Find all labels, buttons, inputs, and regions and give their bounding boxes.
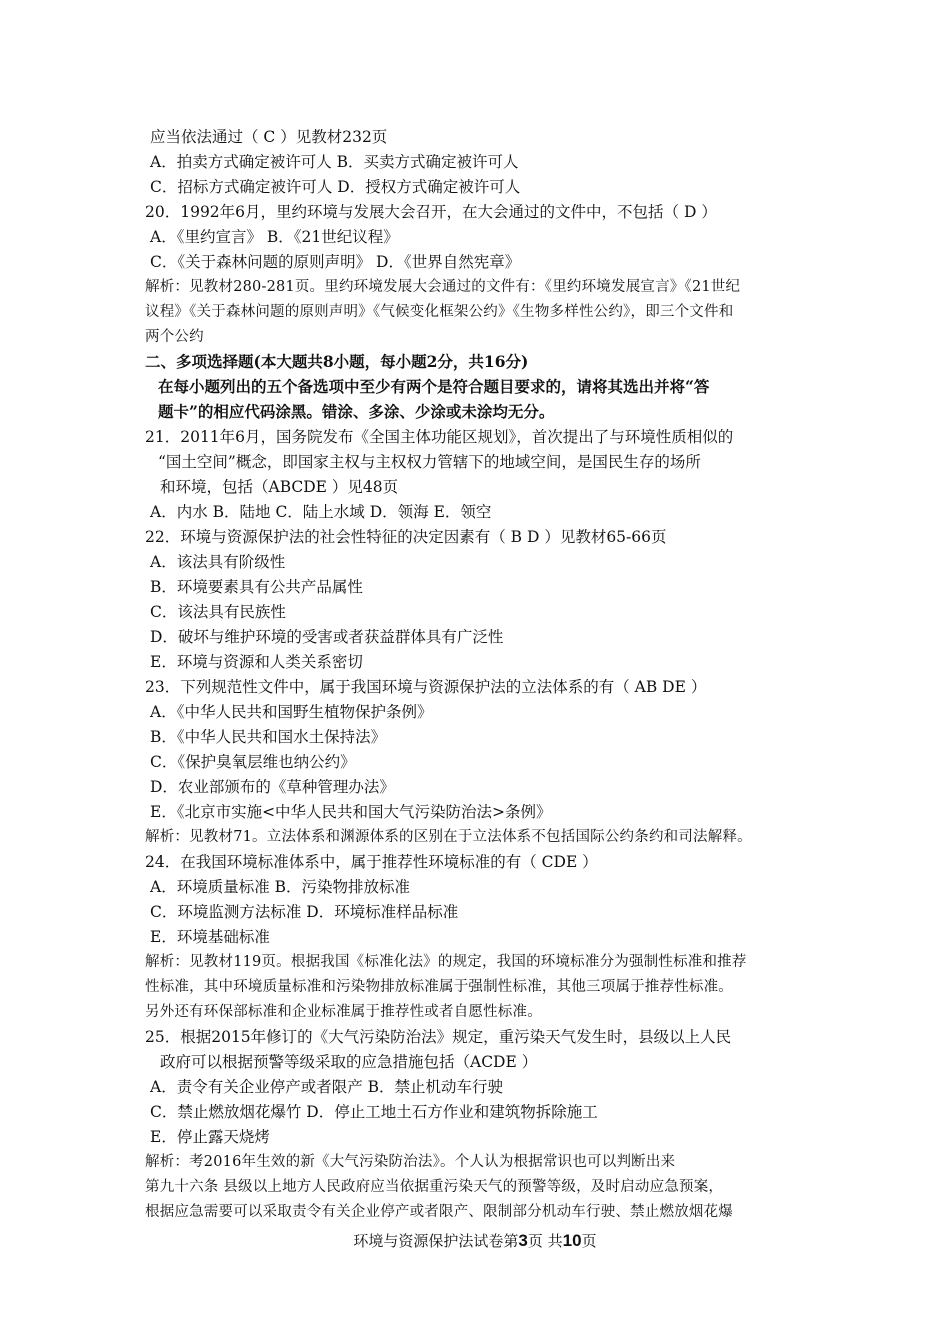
footer-total-pages: 10	[562, 1231, 582, 1250]
text-line: 题卡”的相应代码涂黑。错涂、多涂、少涂或未涂均无分。	[158, 402, 555, 421]
text-line: A．拍卖方式确定被许可人 B．买卖方式确定被许可人	[150, 153, 519, 171]
text-line: 21．2011年6月，国务院发布《全国主体功能区规划》，首次提出了与环境性质相似的	[145, 428, 734, 446]
text-line: A．该法具有阶级性	[150, 553, 286, 571]
text-line: 23．下列规范性文件中，属于我国环境与资源保护法的立法体系的有（ AB DE ）	[145, 678, 707, 696]
text-line: 应当依法通过（ C ）见教材232页	[150, 128, 388, 146]
text-line: 和环境，包括（ABCDE ）见48页	[160, 478, 399, 496]
text-line: C．禁止燃放烟花爆竹 D．停止工地土石方作业和建筑物拆除施工	[150, 1103, 598, 1121]
footer-mid: 页 共	[527, 1232, 563, 1250]
text-line: D．农业部颁布的《草种管理办法》	[150, 778, 395, 796]
text-line: C．招标方式确定被许可人 D．授权方式确定被许可人	[150, 178, 521, 196]
text-line: C．环境监测方法标准 D．环境标准样品标准	[150, 903, 459, 921]
text-line: C．该法具有民族性	[150, 603, 286, 621]
text-line: 性标准，其中环境质量标准和污染物排放标准属于强制性标准，其他三项属于推荐性标准。	[145, 979, 733, 995]
text-line: 二、多项选择题(本大题共8小题，每小题2分，共16分)	[145, 352, 529, 371]
text-line: 在每小题列出的五个备选项中至少有两个是符合题目要求的，请将其选出并将“答	[158, 377, 710, 396]
text-line: 22．环境与资源保护法的社会性特征的决定因素有（ B D ）见教材65-66页	[145, 528, 667, 546]
text-line: 解析：考2016年生效的新《大气污染防治法》。个人认为根据常识也可以判断出来	[145, 1154, 676, 1170]
text-line: A．内水 B．陆地 C．陆上水域 D．领海 E．领空	[150, 503, 492, 521]
footer-prefix: 环境与资源保护法试卷第	[353, 1232, 519, 1250]
text-line: 议程》《关于森林问题的原则声明》《气候变化框架公约》《生物多样性公约》，即三个文件和	[145, 304, 734, 320]
text-line: E．环境与资源和人类关系密切	[150, 653, 363, 671]
text-line: 两个公约	[145, 329, 204, 345]
footer-suffix: 页	[581, 1232, 597, 1250]
text-line: 20．1992年6月，里约环境与发展大会召开，在大会通过的文件中，不包括（ D ）	[145, 203, 717, 221]
text-line: E．环境基础标准	[150, 928, 270, 946]
text-line: 另外还有环保部标准和企业标准属于推荐性或者自愿性标准。	[145, 1004, 542, 1020]
text-line: “国土空间”概念，即国家主权与主权权力管辖下的地域空间，是国民生存的场所	[158, 453, 701, 471]
text-line: 解析：见教材71。立法体系和渊源体系的区别在于立法体系不包括国际公约条约和司法解释。	[145, 829, 752, 845]
text-line: 第九十六条 县级以上地方人民政府应当依据重污染天气的预警等级，及时启动应急预案，	[145, 1179, 724, 1195]
text-line: E．停止露天烧烤	[150, 1128, 270, 1146]
text-line: 解析：见教材280-281页。里约环境发展大会通过的文件有：《里约环境发展宣言》《21世纪	[145, 279, 741, 295]
text-line: A．责令有关企业停产或者限产 B．禁止机动车行驶	[150, 1078, 504, 1096]
footer-page-number: 3	[518, 1231, 528, 1250]
text-line: D．破坏与维护环境的受害或者获益群体具有广泛性	[150, 628, 504, 646]
text-line: 根据应急需要可以采取责令有关企业停产或者限产、限制部分机动车行驶、禁止燃放烟花爆	[145, 1204, 733, 1220]
text-line: 政府可以根据预警等级采取的应急措施包括（ACDE ）	[160, 1053, 538, 1071]
text-line: C．《关于森林问题的原则声明》 D．《世界自然宪章》	[150, 253, 521, 271]
text-line: A．《里约宣言》 B．《21世纪议程》	[150, 228, 399, 246]
text-line: B．环境要素具有公共产品属性	[150, 578, 363, 596]
text-line: A．环境质量标准 B．污染物排放标准	[150, 878, 411, 896]
text-line: B．《中华人民共和国水土保持法》	[150, 728, 387, 746]
text-line: 25．根据2015年修订的《大气污染防治法》规定，重污染天气发生时，县级以上人民	[145, 1028, 732, 1046]
text-line: 解析：见教材119页。根据我国《标准化法》的规定，我国的环境标准分为强制性标准和推荐	[145, 954, 747, 970]
text-line: C．《保护臭氧层维也纳公约》	[150, 753, 356, 771]
text-line: 24．在我国环境标准体系中，属于推荐性环境标准的有（ CDE ）	[145, 853, 598, 871]
text-line: A．《中华人民共和国野生植物保护条例》	[150, 703, 433, 721]
page-footer	[0, 1230, 950, 1251]
text-line: E．《北京市实施<中华人民共和国大气污染防治法>条例》	[150, 803, 552, 821]
